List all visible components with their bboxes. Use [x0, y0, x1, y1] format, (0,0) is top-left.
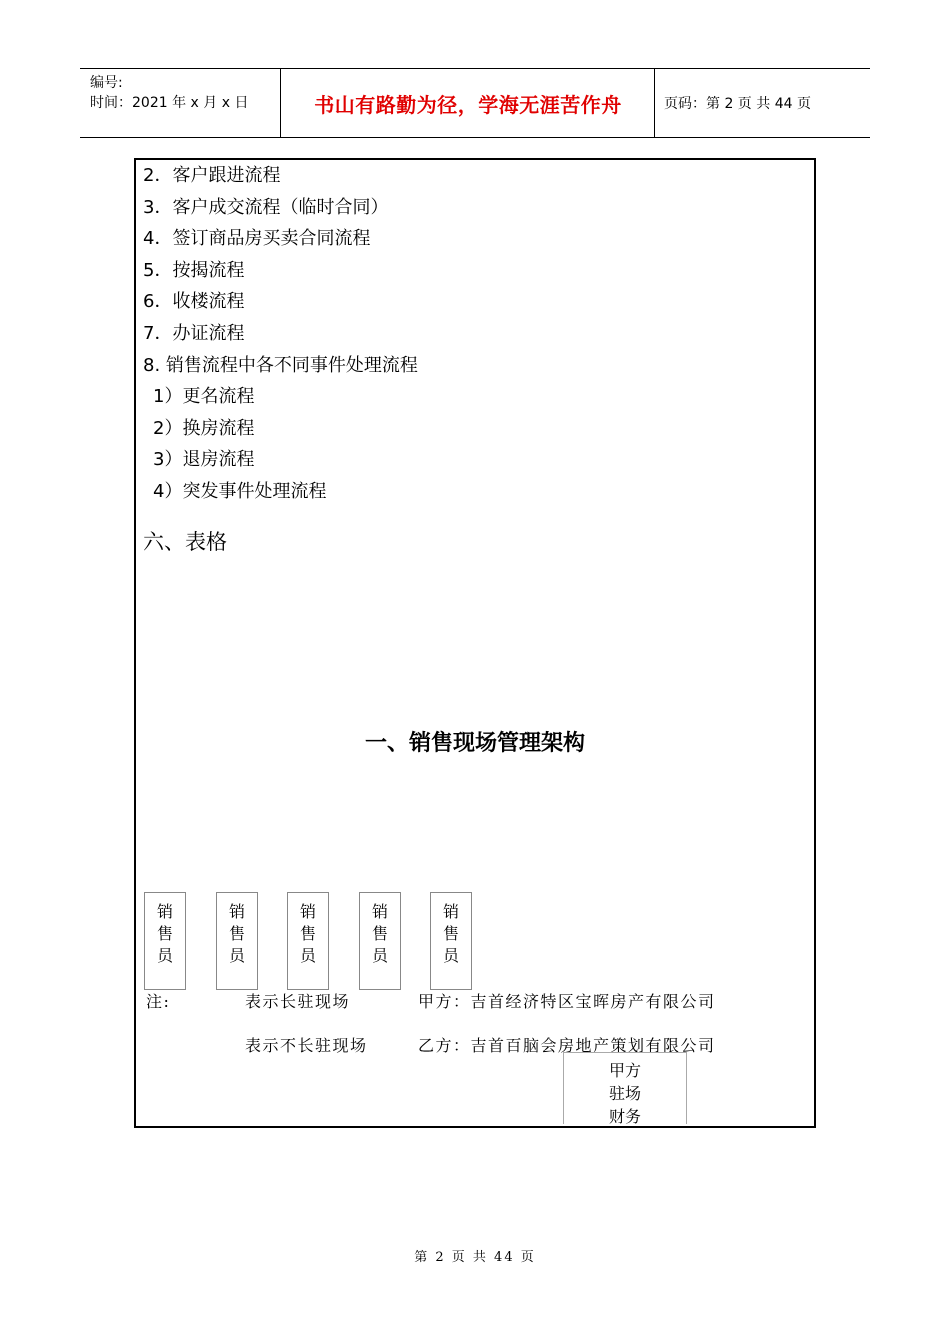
box-char: 销 — [299, 902, 316, 921]
document-number-label: 编号: — [90, 75, 123, 91]
section-six-heading: 六、表格 — [143, 530, 227, 554]
finance-staff-box — [563, 1052, 687, 1124]
list-item: 7．办证流程 — [143, 322, 245, 344]
sales-staff-box — [216, 892, 258, 990]
note-resident: 表示长驻现场 — [245, 992, 351, 1011]
box-char: 销 — [156, 902, 173, 921]
header-page-info: 页码：第 2 页 共 44 页 — [664, 96, 811, 112]
sales-staff-box — [287, 892, 329, 990]
content-frame — [134, 158, 816, 1128]
list-item: 4．签订商品房买卖合同流程 — [143, 228, 371, 250]
box-char: 销 — [442, 902, 459, 921]
note-party-b: 乙方：吉首百脑会房地产策划有限公司 — [418, 1036, 716, 1055]
box-char: 员 — [156, 946, 173, 965]
sales-staff-box — [359, 892, 401, 990]
sub-list-item: 4）突发事件处理流程 — [153, 480, 327, 502]
note-non-resident: 表示不长驻现场 — [245, 1036, 368, 1055]
header-divider-right — [654, 69, 655, 137]
sub-list-item: 1）更名流程 — [153, 386, 255, 408]
box-char: 员 — [442, 946, 459, 965]
note-party-a: 甲方：吉首经济特区宝晖房产有限公司 — [418, 992, 716, 1011]
box-char: 销 — [228, 902, 245, 921]
sub-list-item: 3）退房流程 — [153, 449, 255, 471]
box-line: 财务 — [608, 1107, 641, 1124]
box-char: 售 — [156, 924, 173, 943]
document-time: 时间：2021 年 x 月 x 日 — [90, 95, 249, 111]
page-footer: 第 2 页 共 44 页 — [414, 1250, 536, 1265]
sales-staff-box — [144, 892, 186, 990]
box-char: 员 — [371, 946, 388, 965]
header-motto: 书山有路勤为径，学海无涯苦作舟 — [314, 92, 622, 117]
org-structure-title: 一、销售现场管理架构 — [364, 731, 585, 756]
list-item: 3．客户成交流程（临时合同） — [143, 196, 389, 218]
header-divider-left — [280, 69, 281, 137]
box-char: 员 — [299, 946, 316, 965]
box-char: 售 — [442, 924, 459, 943]
box-char: 售 — [299, 924, 316, 943]
box-char: 销 — [371, 902, 388, 921]
header-left — [90, 73, 248, 113]
list-item: 5．按揭流程 — [143, 259, 245, 281]
list-item: 8. 销售流程中各不同事件处理流程 — [143, 354, 418, 376]
box-char: 售 — [371, 924, 388, 943]
page-header — [80, 68, 870, 138]
sales-staff-box — [430, 892, 472, 990]
box-char: 售 — [228, 924, 245, 943]
box-line: 甲方 — [608, 1061, 641, 1080]
list-item: 2．客户跟进流程 — [143, 165, 281, 186]
sub-list-item: 2）换房流程 — [153, 417, 255, 439]
note-label: 注: — [146, 992, 171, 1011]
box-line: 驻场 — [608, 1084, 641, 1103]
box-char: 员 — [228, 946, 245, 965]
process-list — [143, 160, 418, 508]
list-item: 6．收楼流程 — [143, 291, 245, 313]
